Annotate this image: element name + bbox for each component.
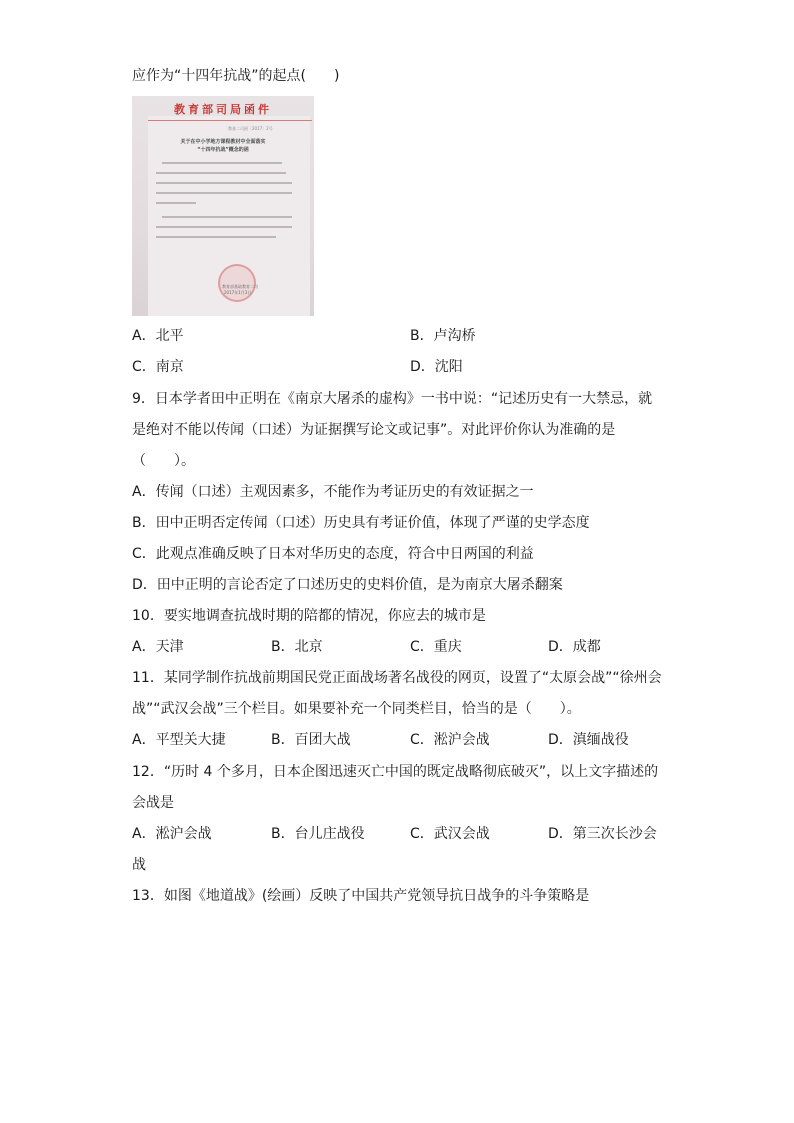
letter-title-line-2: “十四年抗战”概念的函 — [197, 147, 249, 153]
q11-stem-line-2: 战”“武汉会战”三个栏目。如果要补充一个同类栏目，恰当的是（ ）。 — [132, 701, 581, 717]
letter-text-line — [156, 202, 196, 204]
q8-option-d[interactable]: D．沈阳 — [410, 359, 463, 375]
q11-stem-line-1: 11．某同学制作抗战前期国民党正面战场著名战役的网页，设置了“太原会战”“徐州会 — [132, 670, 662, 686]
official-seal — [218, 264, 256, 302]
q12-option-d-wrap: 战 — [132, 857, 146, 873]
letter-text-line — [162, 216, 292, 218]
letter-text-line — [156, 182, 292, 184]
q10-option-d[interactable]: D．成都 — [548, 639, 601, 655]
letter-text-line — [156, 172, 286, 174]
q8-option-b[interactable]: B．卢沟桥 — [410, 328, 476, 344]
letter-text-line — [156, 192, 292, 194]
q13-stem: 13．如图《地道战》(绘画）反映了中国共产党领导抗日战争的斗争策略是 — [132, 888, 590, 904]
q11-option-d[interactable]: D．滇缅战役 — [548, 732, 629, 748]
letter-text-line — [156, 226, 292, 228]
q8-option-c[interactable]: C．南京 — [132, 359, 184, 375]
q10-option-a[interactable]: A．天津 — [132, 639, 184, 655]
letter-signature-org: 教育部基础教育二司 — [222, 284, 258, 289]
q12-stem-line-1: 12．“历时 4 个多月，日本企图迅速灭亡中国的既定战略彻底破灭”，以上文字描述的 — [132, 764, 659, 780]
q11-option-c[interactable]: C．淞沪会战 — [410, 732, 490, 748]
letter-reference: 教基二司函〔2017〕2号 — [228, 126, 273, 131]
letter-header: 教育部司局函件 — [174, 103, 272, 116]
document-letter-image — [132, 96, 314, 316]
q12-stem-line-2: 会战是 — [132, 795, 174, 811]
q9-option-b[interactable]: B．田中正明否定传闻（口述）历史具有考证价值，体现了严谨的史学态度 — [132, 515, 590, 531]
letter-text-line — [156, 236, 276, 238]
q9-stem-line-1: 9．日本学者田中正明在《南京大屠杀的虚构》一书中说：“记述历史有一大禁忌，就 — [132, 391, 653, 407]
letter-signature-date: 2017年1月3日 — [224, 290, 252, 295]
letter-text-line — [162, 162, 282, 164]
q9-option-d[interactable]: D．田中正明的言论否定了口述历史的史料价值，是为南京大屠杀翻案 — [132, 577, 563, 593]
q8-stem-tail: 应作为“十四年抗战”的起点( ) — [132, 68, 340, 84]
q12-option-c[interactable]: C．武汉会战 — [410, 826, 490, 842]
q10-stem: 10．要实地调查抗战时期的陪都的情况，你应去的城市是 — [132, 608, 486, 624]
q9-option-a[interactable]: A．传闻（口述）主观因素多，不能作为考证历史的有效证据之一 — [132, 484, 534, 500]
q10-option-c[interactable]: C．重庆 — [410, 639, 462, 655]
q9-stem-line-3: （ ）。 — [132, 453, 195, 469]
q10-option-b[interactable]: B．北京 — [271, 639, 323, 655]
q12-option-d[interactable]: D．第三次长沙会 — [548, 826, 657, 842]
letter-title-line-1: 关于在中小学地方课程教材中全面落实 — [180, 139, 266, 145]
letter-red-rule — [148, 120, 312, 121]
q9-option-c[interactable]: C．此观点准确反映了日本对华历史的态度，符合中日两国的利益 — [132, 546, 534, 562]
q11-option-a[interactable]: A．平型关大捷 — [132, 732, 226, 748]
q12-option-a[interactable]: A．淞沪会战 — [132, 826, 212, 842]
q12-option-b[interactable]: B．台儿庄战役 — [271, 826, 365, 842]
q8-option-a[interactable]: A．北平 — [132, 328, 184, 344]
q11-option-b[interactable]: B．百团大战 — [271, 732, 351, 748]
q9-stem-line-2: 是绝对不能以传闻（口述）为证据撰写论文或记事”。对此评价你认为准确的是 — [132, 422, 616, 438]
